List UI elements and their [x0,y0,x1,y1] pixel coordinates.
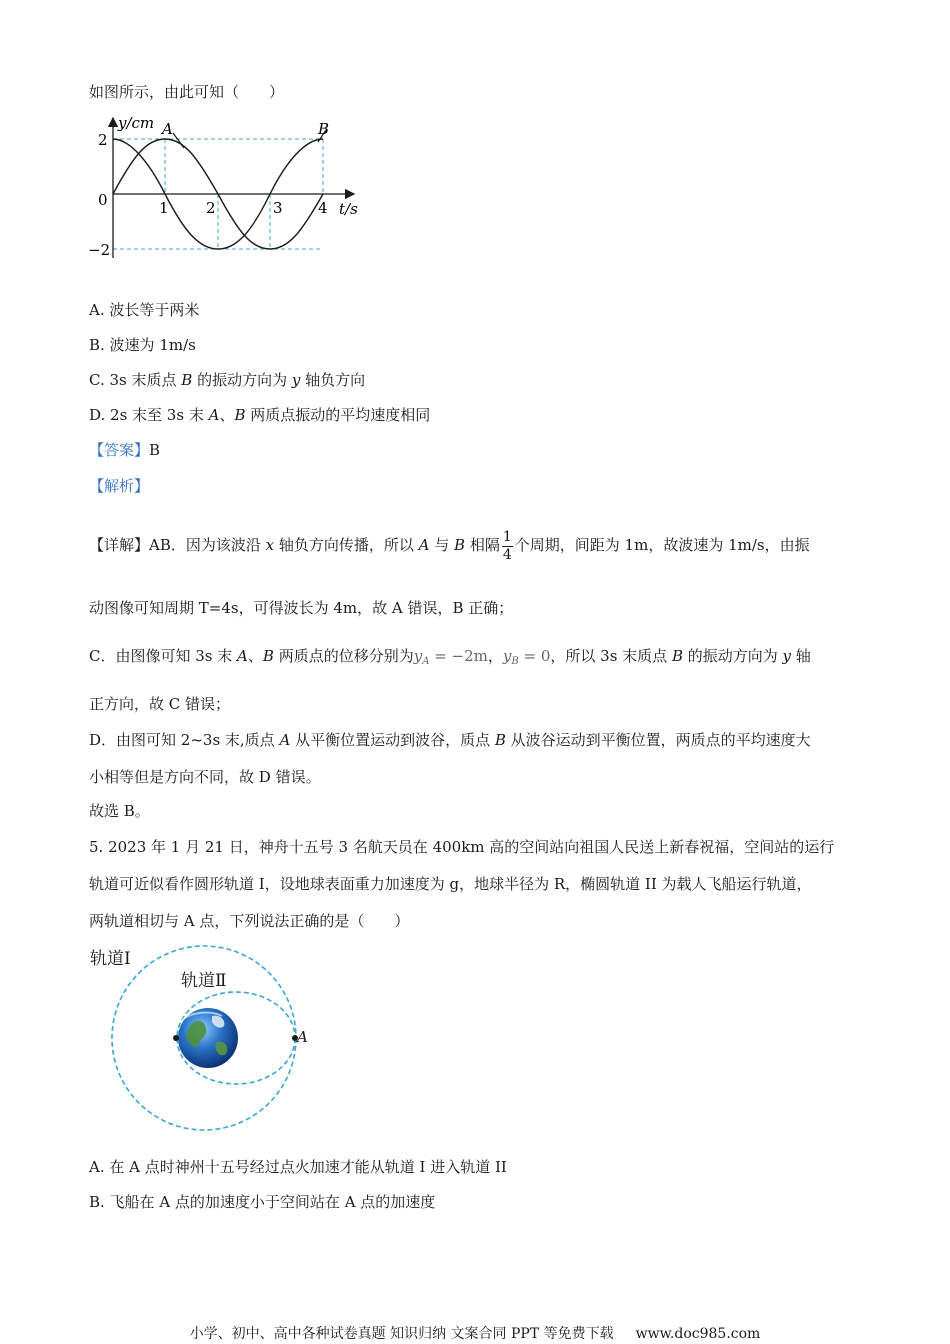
earth-icon [178,1008,238,1068]
point-a-label: A [297,1028,308,1046]
page-footer [0,1323,950,1343]
answer-tag: 【答案】 [89,441,150,459]
analysis-tag: 【解析】 [89,477,150,495]
y-tick-0: 0 [98,191,108,209]
q4-option-b: B. 波速为 1m/s [89,336,196,354]
orbit-2-label: 轨道Ⅱ [181,971,227,991]
detail-line-1: 【详解】AB．因为该波沿 x 轴负方向传播，所以 A 与 B 相隔 $\frac{1}{4}$ 个周期，间距为 1m，故波速为 1m/s，由振 [89,528,810,563]
q5-stem-line-1: 5. 2023 年 1 月 21 日，神舟十五号 3 名航天员在 400km 高的空间站向祖国人民送上新春祝福，空间站的运行 [89,838,835,856]
curve-a-label: A [162,120,173,138]
q4-option-c: C. 3s 末质点 B 的振动方向为 y 轴负方向 [89,371,366,389]
orbit-1-label: 轨道Ⅰ [90,949,131,969]
y-axis-label: y/cm [118,114,155,132]
y-tick-2: 2 [98,131,108,149]
orbit-diagram [86,942,326,1144]
t-tick-4: 4 [318,199,328,217]
detail-line-6: 小相等但是方向不同，故 D 错误。 [89,768,321,786]
detail-line-4: 正方向，故 C 错误； [89,695,231,713]
t-tick-1: 1 [159,199,169,217]
t-axis-label: t/s [339,200,358,218]
perigee-dot [173,1035,179,1041]
t-tick-2: 2 [206,199,216,217]
detail-line-2: 动图像可知周期 T=4s，可得波长为 4m，故 A 错误，B 正确； [89,599,514,617]
q4-stem: 如图所示，由此可知（ ） [89,83,285,101]
answer-value: B [149,441,161,459]
fraction-one-quarter: $\frac{1}{4}$ [502,528,512,563]
q5-stem-line-3: 两轨道相切与 A 点，下列说法正确的是（ ） [89,912,410,930]
detail-line-7: 故选 B。 [89,802,150,820]
vibration-graph [86,108,376,268]
q4-option-a: A. 波长等于两米 [89,301,200,319]
curve-b-label: B [318,120,330,138]
detail-line-3: C．由图像可知 3s 末 A、B 两质点的位移分别为$y_A = -2m$，$y_B = 0$，所以 3s 末质点 B 的振动方向为 y 轴 [89,647,811,667]
t-tick-3: 3 [273,199,283,217]
yb-expression: $y_B = 0$ [502,647,551,667]
detail-line-5: D．由图可知 2~3s 末,质点 A 从平衡位置运动到波谷，质点 B 从波谷运动到平衡位置，两质点的平均速度大 [89,731,811,749]
q5-option-b: B. 飞船在 A 点的加速度小于空间站在 A 点的加速度 [89,1193,436,1211]
q5-option-a: A. 在 A 点时神州十五号经过点火加速才能从轨道 I 进入轨道 II [89,1158,507,1176]
answer-line [89,440,160,460]
q5-stem-line-2: 轨道可近似看作圆形轨道 I，设地球表面重力加速度为 g，地球半径为 R，椭圆轨道 II 为载人飞船运行轨道， [89,875,812,893]
ya-expression: $y_A = -2m$ [413,647,488,667]
y-tick-neg2: −2 [88,241,111,259]
q4-option-d: D. 2s 末至 3s 末 A、B 两质点振动的平均速度相同 [89,406,431,424]
footer-text: 小学、初中、高中各种试卷真题 知识归纳 文案合同 PPT 等免费下载 [189,1326,614,1342]
footer-url[interactable]: www.doc985.com [635,1326,761,1342]
